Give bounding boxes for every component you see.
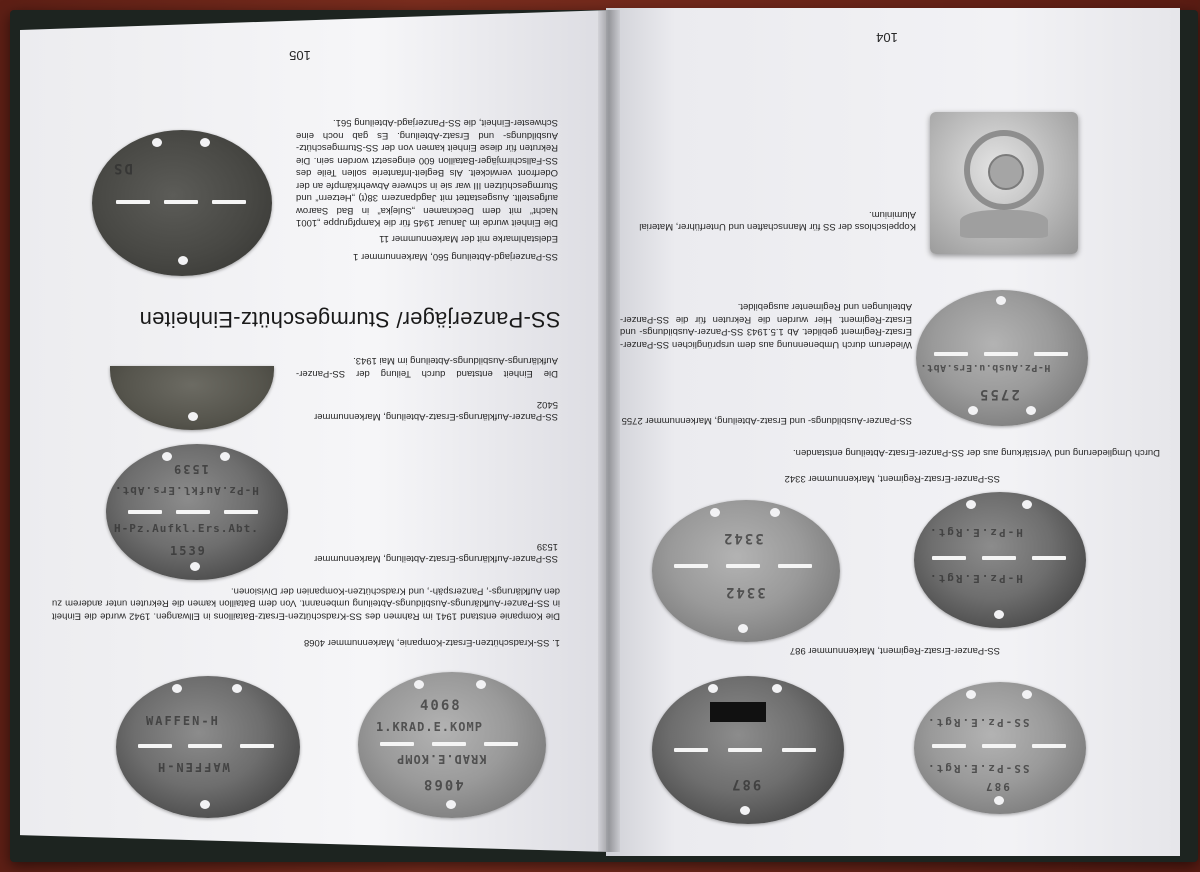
- dog-tag-waffen: [116, 676, 300, 818]
- tag-1539-unit-upper: H-Pz.Aufkl.Ers.Abt.: [114, 484, 259, 497]
- section-560-note: Edelstahlmarke mit der Markennummer 11: [379, 233, 558, 244]
- tag-waffen-upper: WAFFEN-H: [146, 714, 220, 728]
- tag-3342-left-upper: 3342: [722, 530, 764, 546]
- tag-987-right-lower: SS-Pz.E.Rgt.: [926, 762, 1030, 775]
- dog-tag-4068: [358, 672, 546, 818]
- section-3342-intro: Durch Umgliederung und Verstärkung aus der SS-Panzer-Ersatz-Abteilung entstanden.: [792, 447, 1160, 458]
- section-3342-caption: SS-Panzer-Ersatz-Regiment, Markennummer 3342: [784, 473, 1000, 484]
- tag-987-right-number: 987: [984, 780, 1010, 793]
- section-987-caption: SS-Panzer-Ersatz-Regiment, Markennummer 987: [789, 645, 1000, 656]
- tag-waffen-lower: WAFFEN-H: [156, 760, 230, 774]
- page-number-105: 105: [289, 48, 311, 63]
- dog-tag-987-right: [914, 682, 1086, 814]
- book-gutter: [598, 10, 620, 852]
- dog-tag-560: [92, 130, 272, 276]
- tag-1539-number-lower: 1539: [170, 544, 207, 558]
- tag-987-right-upper: SS-Pz.E.Rgt.: [926, 716, 1030, 729]
- buckle-caption: Koppelschloss der SS für Mannschaften und Unterführer, Material Aluminium.: [639, 209, 916, 232]
- dog-tag-2755: [916, 290, 1088, 426]
- page-number-104: 104: [876, 30, 898, 45]
- section-1539-caption: SS-Panzer-Aufklärungs-Ersatz-Abteilung, Markennummer 1539: [314, 541, 558, 564]
- tag-3342-left-lower: 3342: [724, 584, 766, 600]
- dog-tag-3342-left: [652, 500, 840, 642]
- section-5402-caption: SS-Panzer-Aufklärungs-Ersatz-Abteilung, Markennummer 5402: [314, 399, 558, 422]
- section-560-text: Die Einheit wurde im Januar 1945 für die Kampfgruppe „1001 Nacht“ mit dem Decknamen „Sulejka“ in Bad Saarow aufgestellt. Ausgestattet mit Jagdpanzern 38(t) „Hetzern“ und Sturmgeschützen III war sie in schwere Abwehrkämpfe an der Oderfront verwickelt. Als Begleit-Infanterie sollen Teile des SS-Fallschirmjäger-Bataillon 600 eingesetzt worden sein. Die Rekruten für diese Einheit kamen von der SS-Sturmgeschütz-Ausbildungs- und Ersatz-Abteilung. Es gab noch eine Schwester-Einheit, die SS-Panzerjagd-Abteilung 561.: [296, 117, 558, 229]
- section-560-body: [296, 74, 558, 244]
- tag-2755-unit: H-Pz.Ausb.u.Ers.Abt.: [920, 362, 1051, 373]
- section-4068-text: Die Kompanie entstand 1941 im Rahmen des SS-Kradschützen-Ersatz-Bataillons in Ellwangen. 1942 wurde die Einheit in SS-Panzer-Aufklärungs-Ausbildungs-Abteilung umbenannt. Von dem Bataillon kamen die Rekruten unter anderem zu den Aufklärungs-, Panzerspäh-, und Kradschützen-Kompanien der Divisionen.: [52, 585, 560, 622]
- tag-3342-right-lower: H-Pz.E.Rgt.: [928, 572, 1023, 585]
- section-2755-caption: SS-Panzer-Ausbildungs- und Ersatz-Abteilung, Markennummer 2755: [621, 415, 912, 426]
- tag-4068-number-upper: 4068: [420, 698, 462, 714]
- tag-1539-number-upper: 1539: [172, 462, 209, 476]
- tag-560-stamp: DS: [112, 160, 133, 176]
- tag-1539-unit-lower: H-Pz.Aufkl.Ers.Abt.: [114, 522, 259, 535]
- dog-tag-1539: [106, 444, 288, 580]
- tag-987-left-number: 987: [730, 776, 762, 792]
- section-2755-text: Wiederum durch Umbenennung aus dem ursprünglichen SS-Panzer-Ersatz-Regiment gebildet. Ab 1.5.1943 SS-Panzer-Ausbildungs- und Ersatz-Regiment. Hier wurden die Rekruten für die SS-Panzer-Abteilungen und Regimenter ausgebildet.: [620, 301, 912, 350]
- section-4068-caption: 1. SS-Kradschützen-Ersatz-Kompanie, Markennummer 4068: [303, 637, 560, 648]
- tag-4068-unit-upper: 1.KRAD.E.KOMP: [376, 720, 483, 734]
- section-heading: SS-Panzerjäger/ Sturmgeschütz-Einheiten: [139, 307, 561, 332]
- tag-2755-number: 2755: [978, 386, 1020, 402]
- tag-4068-number-lower: 4068: [422, 776, 464, 792]
- tag-4068-unit-lower: KRAD.E.KOMP: [396, 752, 487, 766]
- section-5402-text: Die Einheit entstand durch Teilung der SS-Panzer-Aufklärungs-Ausbildungs-Abteilung im Mai 1943.: [296, 355, 558, 379]
- section-560-caption: SS-Panzerjagd-Abteilung 560, Markennummer 1: [353, 251, 558, 262]
- belt-buckle-image: [930, 112, 1078, 254]
- dog-tag-3342-right: [914, 492, 1086, 628]
- tag-3342-right-upper: H-Pz.E.Rgt.: [928, 526, 1023, 539]
- dog-tag-987-left: [652, 676, 844, 824]
